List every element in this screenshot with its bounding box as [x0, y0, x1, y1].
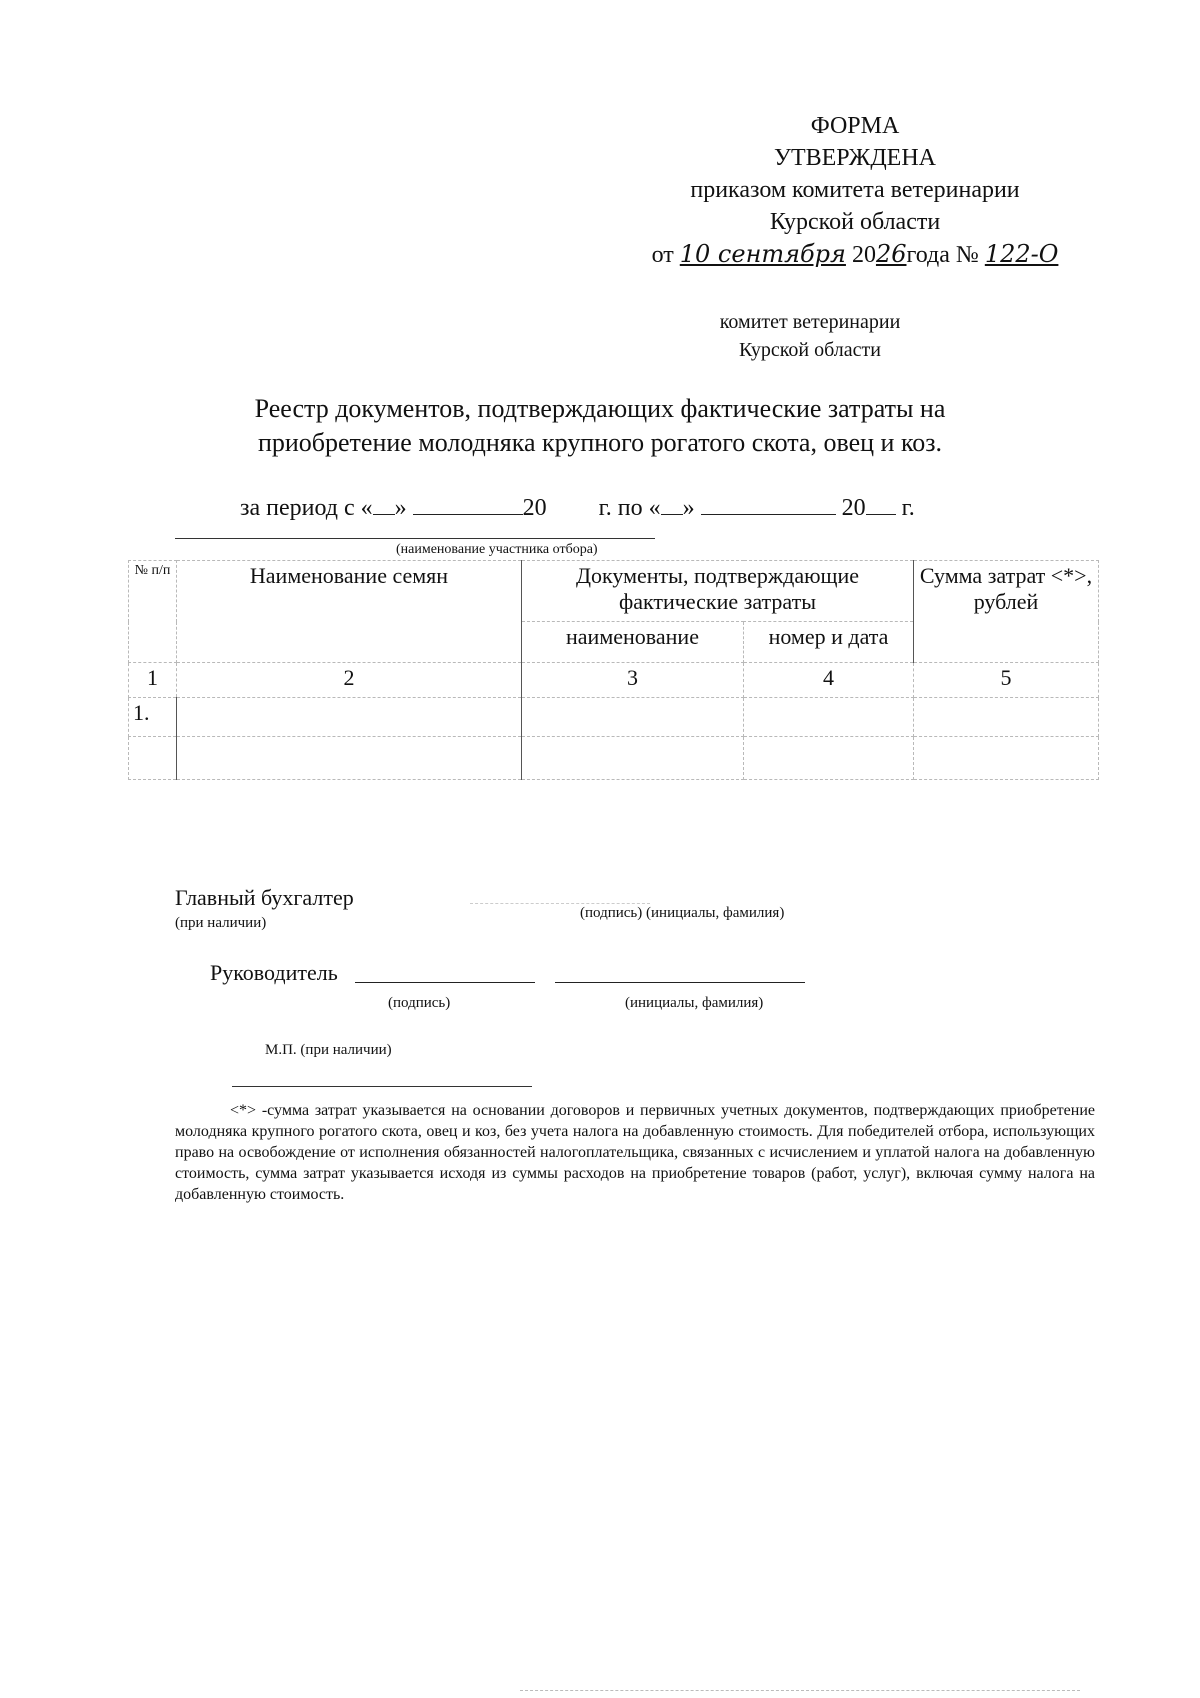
- chief-accountant-caption: (подпись) (инициалы, фамилия): [580, 905, 785, 921]
- head-initials-line[interactable]: [555, 982, 805, 983]
- approval-region-line: Курской области: [769, 209, 941, 235]
- approval-approved-label: УТВЕРЖДЕНА: [773, 145, 937, 171]
- row-2-seed-name[interactable]: [177, 737, 522, 780]
- year-from-label: 20: [522, 495, 547, 521]
- header-doc-name: наименование: [522, 622, 744, 663]
- table-row: [129, 737, 1099, 780]
- header-cost-sum: Сумма затрат <*>, рублей: [914, 561, 1099, 663]
- handwritten-date: 10 сентября: [679, 240, 846, 268]
- document-title-line-2: приобретение молодняка крупного рогатого скота, овец и коз.: [257, 428, 943, 457]
- day-from-blank[interactable]: [373, 494, 395, 515]
- column-number-5: 5: [914, 663, 1099, 698]
- row-2-doc-number-date[interactable]: [744, 737, 914, 780]
- committee-name: комитет ветеринарии: [719, 311, 901, 333]
- head-signature-line[interactable]: [355, 982, 535, 983]
- year-suffix: года №: [906, 242, 979, 268]
- year-to-blank[interactable]: [866, 494, 896, 515]
- quote-close-1: »: [394, 495, 407, 521]
- document-title: [150, 392, 1050, 460]
- column-number-1: 1: [129, 663, 177, 698]
- header-doc-number-date: номер и дата: [744, 622, 914, 663]
- register-table: [128, 560, 1099, 780]
- row-1-seed-name[interactable]: [177, 698, 522, 737]
- header-number: № п/п: [129, 561, 177, 663]
- month-to-blank[interactable]: [701, 494, 836, 515]
- approval-form-label: ФОРМА: [810, 113, 900, 139]
- participant-caption: (наименование участника отбора): [396, 542, 598, 557]
- row-2-number[interactable]: [129, 737, 177, 780]
- column-number-2: 2: [177, 663, 522, 698]
- head-initials-caption: (инициалы, фамилия): [625, 995, 764, 1011]
- participant-name-line[interactable]: [175, 538, 655, 539]
- chief-accountant-label: Главный бухгалтер: [175, 885, 354, 910]
- chief-accountant-if-any: (при наличии): [175, 915, 267, 931]
- table-header-row: [129, 561, 1099, 622]
- table-row: [129, 698, 1099, 737]
- header-seed-name: Наименование семян: [177, 561, 522, 663]
- period-from-label: за период с «: [240, 495, 373, 521]
- row-1-sum[interactable]: [914, 698, 1099, 737]
- table-column-numbers-row: [129, 663, 1099, 698]
- chief-accountant-signature-line[interactable]: [470, 903, 650, 904]
- committee-region: Курской области: [739, 339, 881, 361]
- head-label: Руководитель: [210, 960, 338, 985]
- approval-block: [620, 110, 1090, 271]
- date-prefix: от: [651, 242, 674, 268]
- footnote-text: <*> -сумма затрат указывается на основании договоров и первичных учетных документов, подтверждающих приобретение молодняка крупного рогатого скота, овец и коз, без учета налога на добавленную стоимость. Для победителей отбора, использующих право на освобождение от исполнения обязанностей налогоплательщика, связанных с исчислением и уплатой налога на добавленную стоимость, сумма затрат указывается исходя из суммы расходов на приобретение товаров (работ, услуг), включая сумму налога на добавленную стоимость.: [175, 1102, 1095, 1203]
- year-prefix: 20: [851, 242, 876, 268]
- year-to-label: 20: [841, 495, 866, 521]
- document-title-line-1: Реестр документов, подтверждающих фактические затраты на: [254, 394, 946, 423]
- column-number-3: 3: [522, 663, 744, 698]
- period-to-label: г. по «: [598, 495, 661, 521]
- period-line: [240, 494, 1060, 522]
- period-end-label: г.: [901, 495, 915, 521]
- footnote-separator: [232, 1086, 532, 1087]
- approval-order-line: приказом комитета ветеринарии: [690, 177, 1020, 203]
- approval-date-line: [620, 238, 1090, 271]
- day-to-blank[interactable]: [661, 494, 683, 515]
- stamp-label: М.П. (при наличии): [265, 1042, 392, 1058]
- row-2-sum[interactable]: [914, 737, 1099, 780]
- month-from-blank[interactable]: [413, 494, 523, 515]
- committee-block: [660, 308, 960, 364]
- row-1-doc-name[interactable]: [522, 698, 744, 737]
- handwritten-year: 26: [875, 240, 907, 268]
- handwritten-order-number: 122-О: [984, 240, 1059, 268]
- head-signature-caption: (подпись): [388, 995, 451, 1011]
- row-1-doc-number-date[interactable]: [744, 698, 914, 737]
- row-2-doc-name[interactable]: [522, 737, 744, 780]
- bottom-scan-artifact: [520, 1690, 1080, 1691]
- quote-close-2: »: [682, 495, 695, 521]
- header-documents: Документы, подтверждающие фактические затраты: [522, 561, 914, 622]
- column-number-4: 4: [744, 663, 914, 698]
- row-1-number: 1.: [129, 698, 177, 737]
